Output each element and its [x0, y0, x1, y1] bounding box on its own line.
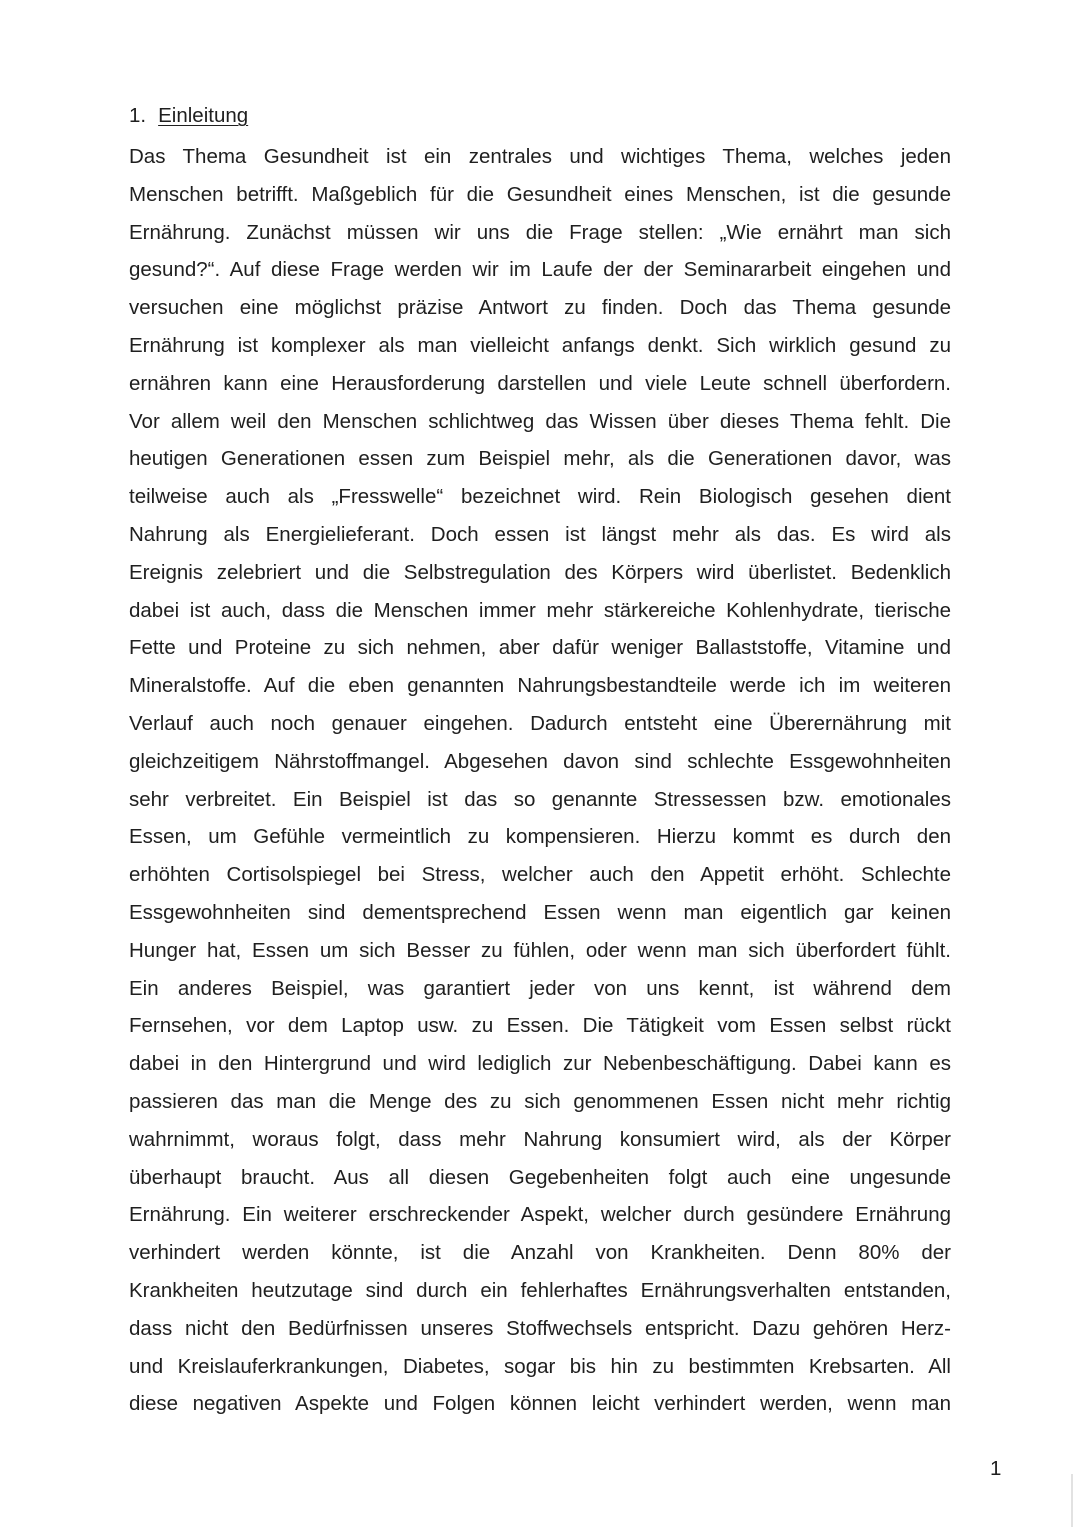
text-line: dass nicht den Bedürfnissen unseres Stoffwechsels entspricht. Dazu gehören Herz-: [129, 1316, 951, 1340]
text-line: Hunger hat, Essen um sich Besser zu fühlen, oder wenn man sich überfordert fühlt.: [129, 938, 951, 962]
text-line: teilweise auch als „Fresswelle“ bezeichnet wird. Rein Biologisch gesehen dient: [129, 485, 951, 509]
text-line: verhindert werden könnte, ist die Anzahl von Krankheiten. Denn 80% der: [129, 1241, 951, 1265]
text-line: Essen, um Gefühle vermeintlich zu kompensieren. Hierzu kommt es durch den: [129, 825, 951, 849]
page-edge-divider: [1071, 1474, 1073, 1527]
text-line: Ernährung. Ein weiterer erschreckender Aspekt, welcher durch gesündere Ernährung: [129, 1203, 951, 1227]
text-line: versuchen eine möglichst präzise Antwort zu finden. Doch das Thema gesunde: [129, 296, 951, 320]
text-line: dabei ist auch, dass die Menschen immer mehr stärkereiche Kohlenhydrate, tierische: [129, 598, 951, 622]
text-line: heutigen Generationen essen zum Beispiel mehr, als die Generationen davor, was: [129, 447, 951, 471]
text-line: Essgewohnheiten sind dementsprechend Essen wenn man eigentlich gar keinen: [129, 900, 951, 924]
text-line: dabei in den Hintergrund und wird lediglich zur Nebenbeschäftigung. Dabei kann es: [129, 1052, 951, 1076]
text-line: sehr verbreitet. Ein Beispiel ist das so genannte Stressessen bzw. emotionales: [129, 787, 951, 811]
text-line: Nahrung als Energielieferant. Doch essen ist längst mehr als das. Es wird als: [129, 522, 951, 546]
body-paragraph: [129, 138, 951, 1423]
text-line: passieren das man die Menge des zu sich genommenen Essen nicht mehr richtig: [129, 1089, 951, 1113]
text-line: Fernsehen, vor dem Laptop usw. zu Essen. Die Tätigkeit vom Essen selbst rückt: [129, 1014, 951, 1038]
text-line: Das Thema Gesundheit ist ein zentrales und wichtiges Thema, welches jeden: [129, 145, 951, 168]
text-line: Menschen betrifft. Maßgeblich für die Gesundheit eines Menschen, ist die gesunde: [129, 182, 951, 206]
text-line: ernähren kann eine Herausforderung darstellen und viele Leute schnell überfordern.: [129, 371, 951, 395]
text-line: Ernährung ist komplexer als man vielleicht anfangs denkt. Sich wirklich gesund zu: [129, 333, 951, 357]
text-line: gesund?“. Auf diese Frage werden wir im Laufe der der Seminararbeit eingehen und: [129, 258, 951, 282]
text-line: Krankheiten heutzutage sind durch ein fehlerhaftes Ernährungsverhalten entstanden,: [129, 1278, 951, 1302]
text-line: Ernährung. Zunächst müssen wir uns die Frage stellen: „Wie ernährt man sich: [129, 220, 951, 244]
text-line: Ein anderes Beispiel, was garantiert jeder von uns kennt, ist während dem: [129, 976, 951, 1000]
section-title: Einleitung: [158, 104, 249, 127]
text-line: und Kreislauferkrankungen, Diabetes, sogar bis hin zu bestimmten Krebsarten. All: [129, 1354, 951, 1378]
text-line: Vor allem weil den Menschen schlichtweg das Wissen über dieses Thema fehlt. Die: [129, 409, 951, 433]
text-line: erhöhten Cortisolspiegel bei Stress, welcher auch den Appetit erhöht. Schlechte: [129, 863, 951, 887]
text-line: Fette und Proteine zu sich nehmen, aber dafür weniger Ballaststoffe, Vitamine und: [129, 636, 951, 660]
text-line: gleichzeitigem Nährstoffmangel. Abgesehen davon sind schlechte Essgewohnheiten: [129, 749, 951, 773]
section-heading: [129, 102, 248, 130]
section-number: 1.: [129, 104, 147, 127]
text-line: wahrnimmt, woraus folgt, dass mehr Nahrung konsumiert wird, als der Körper: [129, 1127, 951, 1151]
text-line: diese negativen Aspekte und Folgen können leicht verhindert werden, wenn man: [129, 1392, 951, 1416]
text-line: Ereignis zelebriert und die Selbstregulation des Körpers wird überlistet. Bedenklich: [129, 560, 951, 584]
text-line: Mineralstoffe. Auf die eben genannten Nahrungsbestandteile werde ich im weiteren: [129, 674, 951, 698]
page-number: 1: [990, 1457, 1002, 1480]
text-line: überhaupt braucht. Aus all diesen Gegebenheiten folgt auch eine ungesunde: [129, 1165, 951, 1189]
text-line: Verlauf auch noch genauer eingehen. Dadurch entsteht eine Überernährung mit: [129, 711, 951, 735]
